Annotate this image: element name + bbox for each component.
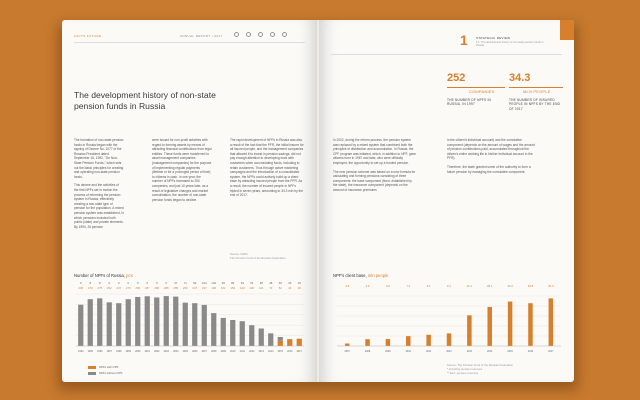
bar-without-ops: [230, 320, 235, 346]
total-label: 52: [278, 286, 282, 290]
value-label: 7.1: [406, 284, 411, 288]
total-label: 150: [230, 286, 236, 290]
left-text-col1: [74, 138, 124, 229]
bar-without-ops: [173, 297, 178, 346]
bar-without-ops: [164, 296, 169, 346]
x-tick-label: 1999: [125, 350, 131, 353]
x-tick-label: 2000: [135, 350, 141, 353]
x-tick-label: 2011: [426, 350, 432, 353]
total-label: 287: [144, 286, 150, 290]
bar: [406, 336, 410, 346]
chart2-title-unit: mln people: [367, 273, 389, 278]
x-tick-label: 2003: [163, 350, 169, 353]
total-label: 162: [220, 286, 226, 290]
bar-without-ops: [240, 321, 245, 346]
top-label: 93: [221, 281, 225, 285]
top-label: 0: [79, 281, 82, 285]
source-line: The Pension Fund of the Russian Federation: [230, 256, 286, 260]
total-label: 285: [173, 286, 179, 290]
stat-npf-count: 252: [447, 72, 466, 84]
left-header-report: ANNUAL REPORT • 2017: [180, 34, 223, 38]
chart2-source: [447, 363, 557, 375]
left-text-col3: [230, 138, 304, 198]
bar: [508, 302, 512, 346]
x-tick-label: 2012: [446, 350, 452, 353]
top-label: 51: [250, 281, 254, 285]
stat-insured-desc: THE NUMBER OF INSURED PEOPLE IN NPFS BY THE END OF 2017: [509, 98, 561, 111]
legend-swatch-orange: [88, 366, 96, 369]
top-label: 93: [193, 281, 197, 285]
right-page: [319, 20, 574, 382]
x-tick-label: 2017: [296, 350, 302, 353]
total-label: 120: [249, 286, 255, 290]
bar-with-ops: [297, 339, 302, 346]
value-label: 30.8: [527, 284, 534, 288]
x-tick-label: 2007: [201, 350, 207, 353]
chart1-legend: [88, 365, 122, 375]
bar: [447, 333, 451, 346]
x-tick-label: 2010: [230, 350, 236, 353]
bar: [426, 335, 430, 346]
chart1-title-text: Number of NPFs of Russia,: [74, 273, 125, 278]
bar-without-ops: [183, 303, 188, 346]
bar: [549, 298, 553, 346]
x-tick-label: 2013: [258, 350, 264, 353]
footnote: ** Excl. pension reserves: [447, 371, 479, 375]
open-book: [62, 20, 574, 382]
x-tick-label: 2015: [277, 350, 283, 353]
value-label: 5.0: [385, 284, 390, 288]
top-label: 0: [165, 281, 168, 285]
total-label: 40: [288, 286, 292, 290]
top-label: 29: [297, 281, 301, 285]
x-tick-label: 2011: [239, 350, 245, 353]
print-icon[interactable]: [270, 32, 275, 37]
total-label: 101: [258, 286, 264, 290]
total-label: 190: [211, 286, 217, 290]
stat-divider: [447, 87, 505, 88]
nav-icons: [234, 32, 287, 37]
footnote: * Including pension reserves: [447, 367, 483, 371]
bar-without-ops: [145, 296, 150, 346]
x-tick-label: 2016: [527, 350, 534, 353]
top-label: 132: [211, 281, 217, 285]
paragraph: The formation of non-state pension funds in Russia began with the signing of Decree No. 1077 of the Russian President dated September 16, 1992, "On Non-State Pension Funds," which sets out the basic principles for creating and operating non-state pension funds.: [74, 138, 124, 179]
share-icon[interactable]: [282, 32, 287, 37]
left-page: [62, 20, 317, 382]
x-tick-label: 1997: [106, 350, 112, 353]
total-label: 275: [97, 286, 103, 290]
chart1-title: [74, 273, 133, 278]
value-label: 22.1: [466, 284, 473, 288]
chart1-title-unit: pcs: [126, 273, 133, 278]
bookmark-tab[interactable]: [560, 20, 574, 40]
chapter-name: STRATEGIC REVIEW: [476, 36, 511, 40]
x-tick-label: 2001: [144, 350, 150, 353]
top-label: 0: [108, 281, 111, 285]
bar-without-ops: [268, 333, 273, 346]
total-label: 73: [269, 286, 273, 290]
stat-insured-people: 34.3: [509, 72, 531, 84]
total-label: 238: [78, 286, 84, 290]
x-tick-label: 1998: [116, 350, 122, 353]
total-label: 36: [297, 286, 301, 290]
right-text-col2: [447, 138, 537, 174]
chapter-number: 1: [460, 32, 468, 48]
stat-divider: [509, 87, 563, 88]
value-label: 28.1: [487, 284, 493, 288]
bar-without-ops: [78, 305, 83, 346]
bar: [528, 303, 532, 346]
chart-source: [230, 252, 300, 260]
paragraph: In 2002, during the reform process, the pension system was replaced by a mixed system that combined both the principles of distribution and accumulation. In Russia, the CPF program was initiated, which, in addition to NPF, gave citizens born in 1967 and later, who were officially employed, the opportunity to set up a funded pension.: [333, 138, 416, 165]
legend-label: NPFs without OPS: [99, 371, 123, 375]
total-label: 280: [154, 286, 160, 290]
x-tick-label: 2005: [182, 350, 188, 353]
client-base-chart: [333, 280, 565, 358]
bar-without-ops: [278, 337, 283, 341]
bar-without-ops: [192, 303, 197, 346]
paragraph: This decree and the activities of the first NPFs set in motion the process of reforming the pension system in Russia, effectively creating a non-state type of pension for the population. A mixed pension system was established, in which pensions included both public (state) and private elements. By 1994, 26 pension: [74, 183, 124, 229]
total-label: 247: [192, 286, 198, 290]
top-label: 29: [288, 281, 292, 285]
total-label: 288: [163, 286, 169, 290]
bar: [365, 339, 369, 346]
legend-item: [88, 371, 122, 375]
top-label: 0: [127, 281, 130, 285]
value-label: 4.8: [345, 284, 350, 288]
total-label: 270: [125, 286, 131, 290]
chapter-subtitle: 1.1. The development history of non-state pension funds in Russia: [476, 41, 544, 47]
top-label: 48: [259, 281, 263, 285]
value-label: 32.0: [507, 284, 513, 288]
bar: [345, 344, 349, 347]
paragraph: The new pension scheme was based on a new formula for calculating and forming pensions consisting of three components: the base component (fixed, established by the state), the insurance component (depends on the amount of insurance premiums: [333, 169, 416, 192]
bar-without-ops: [249, 325, 254, 346]
left-text-col2: [152, 138, 212, 202]
x-tick-label: 2017: [548, 350, 554, 353]
page-title: The development history of non-state pension funds in Russia: [74, 90, 216, 111]
top-label: 47: [174, 281, 178, 285]
x-tick-label: 2004: [173, 350, 179, 353]
left-header-section: FACTS FUTURE: [74, 34, 102, 38]
top-label: 0: [117, 281, 120, 285]
bar-without-ops: [97, 298, 102, 346]
header-divider: [74, 42, 305, 43]
top-label: 0: [146, 281, 149, 285]
x-tick-label: 2013: [466, 350, 473, 353]
value-label: 8.1: [426, 284, 431, 288]
x-tick-label: 1996: [97, 350, 103, 353]
bar-without-ops: [221, 318, 226, 346]
x-tick-label: 2002: [154, 350, 160, 353]
top-label: 71: [183, 281, 187, 285]
stat-npf-desc: THE NUMBER OF NPFS IN RUSSIA, IN 1997: [447, 98, 492, 107]
x-tick-label: 2009: [385, 350, 391, 353]
chart2-title: [333, 273, 388, 278]
x-tick-label: 2016: [287, 350, 293, 353]
value-label: 4.9: [365, 284, 370, 288]
total-label: 283: [135, 286, 141, 290]
x-tick-label: 2006: [192, 350, 198, 353]
chart2-title-text: NPF's client base,: [333, 273, 367, 278]
top-label: 104: [201, 281, 207, 285]
stat-insured-unit: MLN PEOPLE: [523, 89, 551, 94]
bar-without-ops: [259, 328, 264, 346]
paragraph: in the citizen's individual account) and the cumulative component (depends on the amount of wages and the amount of pension contributions paid, accumulated throughout the citizen's entire working life in his/her individual account in the PFR).: [447, 138, 535, 161]
bar: [467, 315, 471, 346]
header-divider: [331, 54, 562, 55]
top-label: 40: [278, 281, 282, 285]
bar: [386, 339, 390, 346]
bar-with-ops: [278, 341, 283, 346]
x-tick-label: 1995: [87, 350, 93, 353]
right-text-col1: [333, 138, 417, 193]
home-icon[interactable]: [234, 32, 239, 37]
paragraph: The rapid development of NPFs in Russia was also a result of the fact that the PFR, the initial insurer for all insured people, and the management companies that allowed it to invest in pension savings, did not pay enough attention to developing work with customers when accumulating funds, including to retain customers. Thus through active marketing campaigns and the introduction of a consolidated system, the NPFs could actively build up a client base by attracting insured people from the PFR. As a result, the number of insured people in NPFs tripled in seven years, amounting to 34.3 mln by the end of 2017.: [230, 138, 304, 198]
top-label: 0: [136, 281, 139, 285]
x-tick-label: 1994: [78, 350, 84, 353]
bar-without-ops: [154, 297, 159, 346]
settings-icon[interactable]: [258, 32, 263, 37]
source-line: Source: The Pension Fund of the Russian Federation: [447, 363, 514, 367]
x-tick-label: 2007: [344, 350, 350, 353]
total-label: 250: [182, 286, 188, 290]
bar-with-ops: [287, 339, 292, 346]
x-tick-label: 2012: [249, 350, 255, 353]
bar-without-ops: [88, 299, 93, 346]
x-tick-label: 2009: [220, 350, 226, 353]
bar-without-ops: [116, 303, 121, 346]
bar-without-ops: [126, 299, 131, 346]
top-label: 84: [231, 281, 235, 285]
x-tick-label: 2010: [405, 350, 411, 353]
stat-npf-unit: COMPANIES: [469, 89, 495, 94]
top-label: 63: [240, 281, 244, 285]
total-label: 143: [239, 286, 245, 290]
x-tick-label: 2008: [211, 350, 217, 353]
x-tick-label: 2015: [507, 350, 513, 353]
paragraph: Therefore, the state granted some of the authority to form a future pension by managing the cumulative component.: [447, 164, 531, 174]
source-line: Source: NAPF: [230, 252, 248, 256]
top-label: 0: [155, 281, 158, 285]
legend-label: NPFs with OPS: [99, 365, 119, 369]
value-label: 34.3: [548, 284, 554, 288]
value-label: 9.1: [447, 284, 451, 288]
bar-without-ops: [211, 313, 216, 346]
npf-count-chart: [74, 280, 306, 358]
back-icon[interactable]: [246, 32, 251, 37]
top-label: 8: [98, 281, 101, 285]
total-label: 252: [106, 286, 112, 290]
total-label: 237: [201, 286, 207, 290]
legend-swatch-gray: [88, 372, 96, 375]
top-label: 8: [89, 281, 92, 285]
bar: [487, 307, 491, 346]
bar-without-ops: [135, 297, 140, 346]
total-label: 247: [116, 286, 122, 290]
total-label: 270: [87, 286, 93, 290]
x-tick-label: 2014: [487, 350, 493, 353]
legend-item: [88, 365, 122, 369]
x-tick-label: 2014: [268, 350, 274, 353]
bar-without-ops: [107, 302, 112, 346]
bar-without-ops: [202, 305, 207, 346]
paragraph: were issued for non-profit activities with regard to forming assets by means of attracting financial contributions from legal entities. These funds were transferred to asset management companies (management companies) for the purpose of implementing regular payments (lifetime or for a prolonged period of time) to citizens in cash. In one year, the number of NPFs increased to 250 companies, and just 10 years later, as a result of legislative changes and market consolidation, the number of non-state pension funds began to decline.: [152, 138, 212, 202]
x-tick-label: 2008: [364, 350, 371, 353]
top-label: 48: [269, 281, 273, 285]
